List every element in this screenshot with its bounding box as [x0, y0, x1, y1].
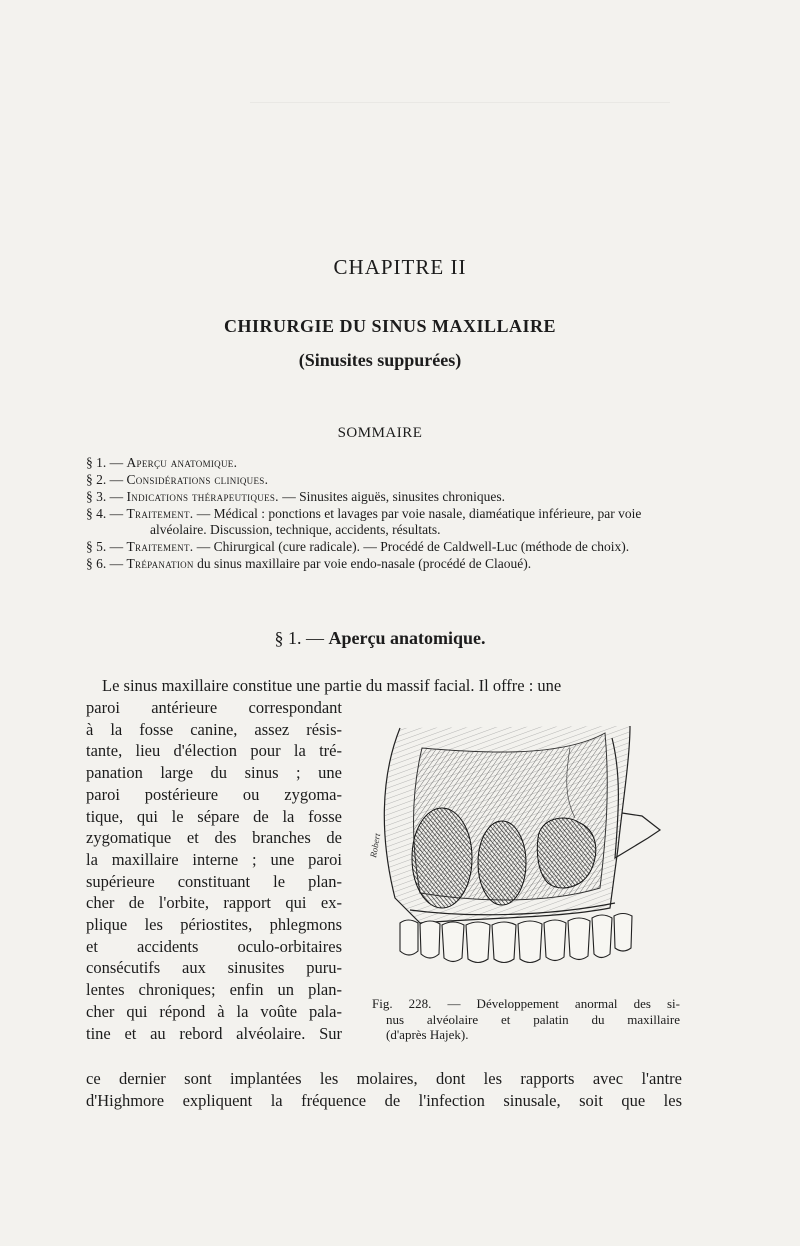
text-line: à la fosse canine, assez résis- [86, 719, 342, 739]
artist-signature: Robert [368, 832, 383, 859]
section-number: § 1. — [274, 628, 324, 648]
summary-item: § 2. — Considérations cliniques. [86, 472, 269, 487]
summary-item: § 6. — Trépanation du sinus maxillaire par voie endo-nasale (procédé de Claoué). [86, 556, 532, 571]
text-continuation [86, 1068, 682, 1111]
summary-heading: SOMMAIRE [337, 425, 423, 441]
text-line: consécutifs aux sinusites puru- [86, 958, 342, 978]
text-line: panation large du sinus ; une [86, 763, 342, 783]
text-line: ce dernier sont implantées les molaires, dont les rapports avec l'antre [86, 1069, 682, 1088]
caption-line: nus alvéolaire et palatin du maxillaire [386, 1011, 680, 1027]
text-line: la maxillaire interne ; une paroi [86, 849, 342, 869]
caption-line: (d'après Hajek). [386, 1027, 469, 1042]
section-title: Aperçu anatomique. [328, 628, 486, 648]
text-line: tante, lieu d'élection pour la tré- [86, 741, 342, 761]
paragraph-first-line: Le sinus maxillaire constitue une partie du massif facial. Il offre : une [102, 676, 562, 695]
summary-item: § 5. — Traitement. — Chirurgical (cure radicale). — Procédé de Caldwell-Luc (méthode de choix). [86, 539, 630, 554]
text-line: cher qui répond à la voûte pala- [86, 1001, 342, 1021]
summary-item: § 4. — Traitement. — Médical : ponctions et lavages par voie nasale, diaméatique inférieure, par voie alvéolaire. Discussion, technique, accidents, résultats. [86, 506, 642, 537]
text-line: d'Highmore expliquent la fréquence de l'infection sinusale, soit que les [86, 1090, 682, 1110]
summary-item: § 3. — Indications thérapeutiques. — Sinusites aiguës, sinusites chroniques. [86, 489, 505, 504]
skull-illustration [360, 718, 670, 984]
figure-caption [372, 996, 680, 1043]
summary-item: § 1. — Aperçu anatomique. [86, 455, 238, 470]
text-line: tine et au rebord alvéolaire. Sur [86, 1023, 342, 1043]
text-line: paroi postérieure ou zygoma- [86, 784, 342, 804]
text-line: supérieure constituant le plan- [86, 871, 342, 891]
text-line: cher de l'orbite, rapport qui ex- [86, 893, 342, 913]
maxillary-sinus-figure [360, 718, 670, 984]
caption-line: Fig. 228. — Développement anormal des si- [372, 996, 680, 1011]
text-line: zygomatique et des branches de [86, 828, 342, 848]
show-through-header [250, 92, 670, 103]
text-line: tique, qui le sépare de la fosse [86, 806, 342, 826]
text-line: paroi antérieure correspondant [86, 698, 342, 717]
text-line: et accidents oculo-orbitaires [86, 936, 342, 956]
chapter-heading: CHAPITRE II [333, 255, 467, 279]
summary-list [86, 455, 676, 572]
text-line: lentes chroniques; enfin un plan- [86, 980, 342, 1000]
text-column [86, 697, 342, 1044]
section-heading [0, 628, 760, 649]
chapter-subtitle: (Sinusites suppurées) [298, 350, 462, 370]
text-line: plique les périostites, phlegmons [86, 915, 342, 935]
chapter-title: CHIRURGIE DU SINUS MAXILLAIRE [223, 316, 557, 336]
